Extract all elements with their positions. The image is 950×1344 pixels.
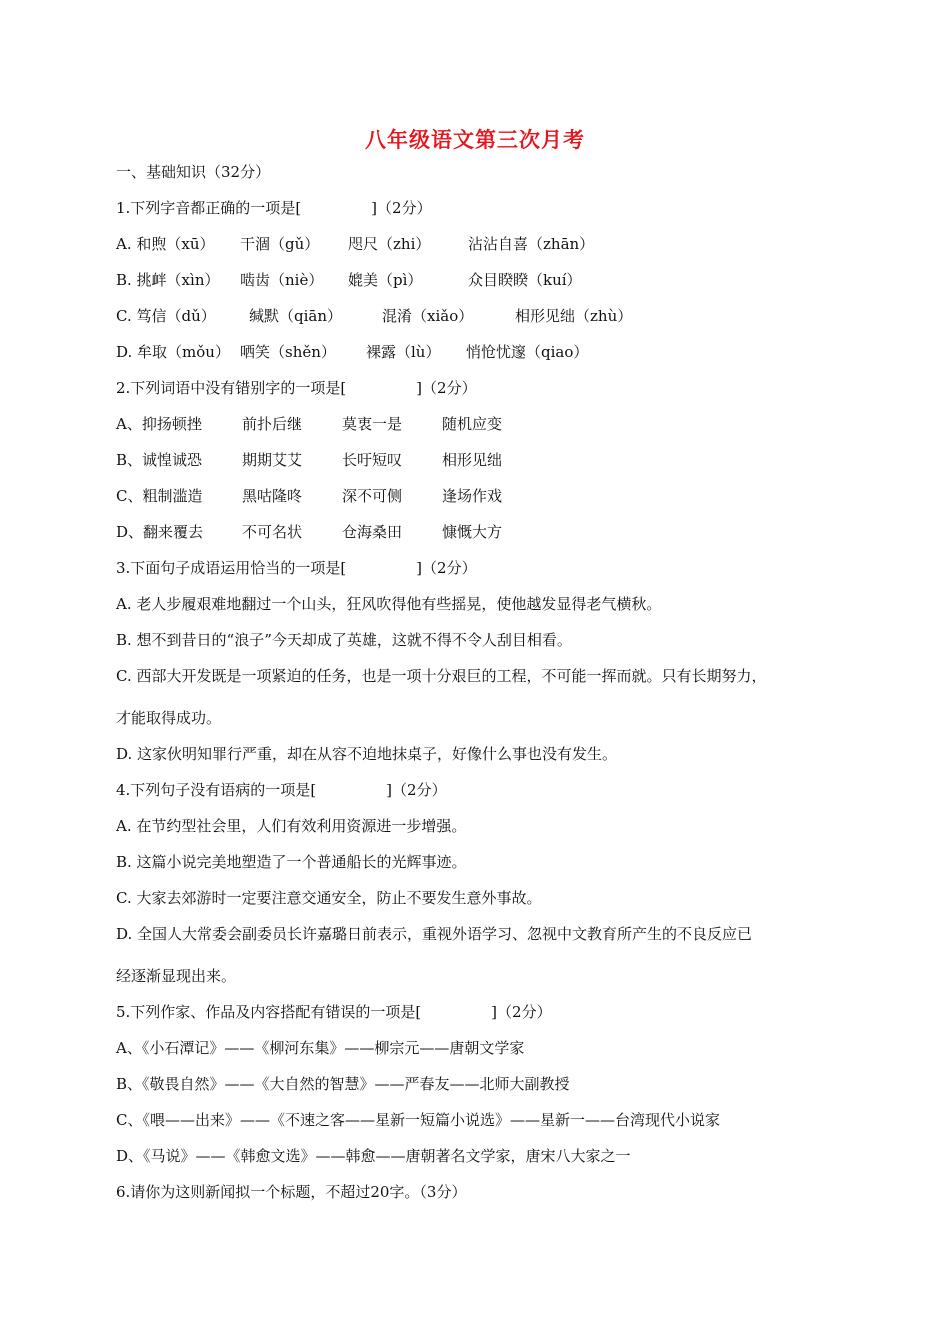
page-title: 八年级语文第三次月考 bbox=[365, 128, 585, 152]
question-3-option-b: B. 想不到昔日的“浪子”今天却成了英雄，这就不得不令人刮目相看。 bbox=[116, 631, 572, 649]
question-1-stem bbox=[116, 196, 856, 232]
question-4-option-d-line2: 经逐渐显现出来。 bbox=[116, 967, 237, 985]
option-item: A. 和煦（xū） bbox=[116, 235, 215, 253]
question-4-option-c: C. 大家去郊游时一定要注意交通安全，防止不要发生意外事故。 bbox=[116, 889, 542, 907]
option-item: 众目睽睽（kuí） bbox=[468, 271, 582, 289]
question-5-stem bbox=[116, 1000, 856, 1036]
question-2-stem bbox=[116, 376, 856, 412]
question-4-option-d-line1: D. 全国人大常委会副委员长许嘉璐日前表示，重视外语学习、忽视中文教育所产生的不良反应已 bbox=[116, 925, 753, 943]
exam-content bbox=[116, 160, 856, 1216]
option-item: C、粗制滥造 bbox=[116, 487, 203, 505]
question-5-option-a: A、《小石潭记》——《柳河东集》——柳宗元——唐朝文学家 bbox=[116, 1039, 525, 1057]
option-item: D. 牟取（mǒu） bbox=[116, 343, 230, 361]
option-item: 相形见绌（zhù） bbox=[515, 307, 633, 325]
question-2-option-b bbox=[116, 448, 856, 484]
question-5-option-c: C、《喂——出来》——《不速之客——星新一短篇小说选》——星新一——台湾现代小说家 bbox=[116, 1111, 720, 1129]
question-stem-text: 1.下列字音都正确的一项是[ bbox=[116, 199, 302, 217]
option-item: 缄默（qiān） bbox=[249, 307, 343, 325]
question-3-option-a: A. 老人步履艰难地翻过一个山头，狂风吹得他有些摇晃，使他越发显得老气横秋。 bbox=[116, 595, 662, 613]
option-item: 干涸（gǔ） bbox=[240, 235, 320, 253]
question-score: ]（2分） bbox=[386, 781, 447, 799]
option-item: 媲美（pì） bbox=[348, 271, 423, 289]
option-item: 啮齿（niè） bbox=[240, 271, 324, 289]
question-5-option-d: D、《马说》——《韩愈文选》——韩愈——唐朝著名文学家，唐宋八大家之一 bbox=[116, 1147, 631, 1165]
question-3-option-c-line1: C. 西部大开发既是一项紧迫的任务，也是一项十分艰巨的工程，不可能一挥而就。只有长期努力， bbox=[116, 667, 767, 685]
question-stem-text: 4.下列句子没有语病的一项是[ bbox=[116, 781, 317, 799]
question-1-option-b bbox=[116, 268, 856, 304]
question-stem-text: 2.下列词语中没有错别字的一项是[ bbox=[116, 379, 347, 397]
option-item: 期期艾艾 bbox=[242, 451, 303, 469]
option-item: 不可名状 bbox=[242, 523, 303, 541]
option-item: 仓海桑田 bbox=[342, 523, 403, 541]
question-1-option-a bbox=[116, 232, 856, 268]
option-item: B、诚惶诚恐 bbox=[116, 451, 203, 469]
option-item: 悄怆忧邃（qiao） bbox=[466, 343, 589, 361]
question-4-option-a: A. 在节约型社会里，人们有效利用资源进一步增强。 bbox=[116, 817, 467, 835]
question-score: ]（2分） bbox=[371, 199, 432, 217]
option-item: 沾沾自喜（zhān） bbox=[468, 235, 595, 253]
option-item: 深不可侧 bbox=[342, 487, 403, 505]
question-4-stem bbox=[116, 778, 856, 814]
option-item: A、抑扬顿挫 bbox=[116, 415, 202, 433]
option-item: 哂笑（shěn） bbox=[240, 343, 336, 361]
question-score: ]（2分） bbox=[416, 379, 477, 397]
section-heading: 一、基础知识（32分） bbox=[116, 163, 271, 181]
question-3-option-c-line2: 才能取得成功。 bbox=[116, 709, 222, 727]
question-2-option-c bbox=[116, 484, 856, 520]
option-item: B. 挑衅（xìn） bbox=[116, 271, 220, 289]
option-item: 莫衷一是 bbox=[342, 415, 403, 433]
question-2-option-d bbox=[116, 520, 856, 556]
question-score: ]（2分） bbox=[491, 1003, 552, 1021]
option-item: 咫尺（zhi） bbox=[348, 235, 431, 253]
option-item: 相形见绌 bbox=[442, 451, 503, 469]
question-score: ]（2分） bbox=[416, 559, 477, 577]
option-item: 随机应变 bbox=[442, 415, 503, 433]
option-item: 逢场作戏 bbox=[442, 487, 503, 505]
question-6-stem: 6.请你为这则新闻拟一个标题，不超过20字。（3分） bbox=[116, 1183, 467, 1201]
option-item: 慷慨大方 bbox=[442, 523, 503, 541]
option-item: D、翻来覆去 bbox=[116, 523, 204, 541]
option-item: C. 笃信（dǔ） bbox=[116, 307, 216, 325]
question-2-option-a bbox=[116, 412, 856, 448]
question-4-option-b: B. 这篇小说完美地塑造了一个普通船长的光辉事迹。 bbox=[116, 853, 467, 871]
question-1-option-d bbox=[116, 340, 856, 376]
question-stem-text: 3.下面句子成语运用恰当的一项是[ bbox=[116, 559, 347, 577]
option-item: 长吁短叹 bbox=[342, 451, 403, 469]
option-item: 混淆（xiǎo） bbox=[382, 307, 474, 325]
question-3-option-d: D. 这家伙明知罪行严重，却在从容不迫地抹桌子，好像什么事也没有发生。 bbox=[116, 745, 618, 763]
option-item: 黑咕隆咚 bbox=[242, 487, 303, 505]
question-3-stem bbox=[116, 556, 856, 592]
option-item: 裸露（lù） bbox=[366, 343, 441, 361]
option-item: 前扑后继 bbox=[242, 415, 303, 433]
question-1-option-c bbox=[116, 304, 856, 340]
question-5-option-b: B、《敬畏自然》——《大自然的智慧》——严春友——北师大副教授 bbox=[116, 1075, 570, 1093]
question-stem-text: 5.下列作家、作品及内容搭配有错误的一项是[ bbox=[116, 1003, 422, 1021]
